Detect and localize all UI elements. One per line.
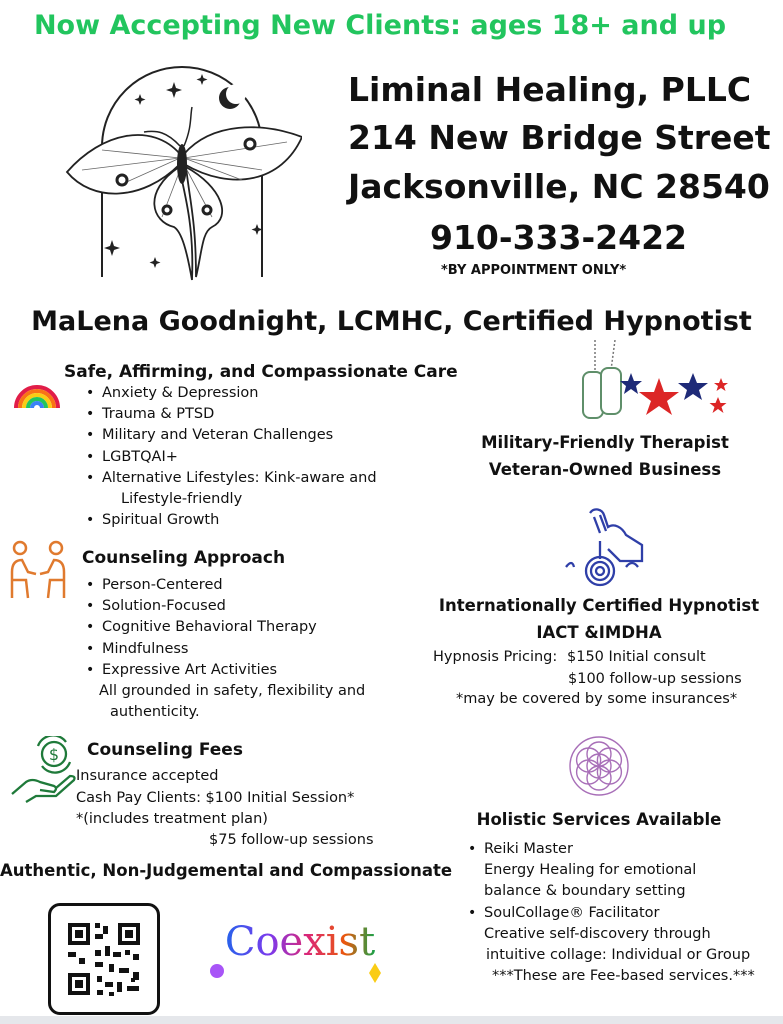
- moth-logo: [62, 52, 302, 282]
- list-item: • Cognitive Behavioral Therapy: [86, 617, 317, 638]
- headline-banner: Now Accepting New Clients: ages 18+ and up: [33, 10, 727, 41]
- coexist-text: Coexist: [224, 919, 376, 965]
- reiki-line1: Energy Healing for emotional: [484, 862, 697, 878]
- list-item: • Military and Veteran Challenges: [86, 425, 377, 446]
- dollar-sign: $: [48, 745, 60, 764]
- hypnosis-line1: Internationally Certified Hypnotist: [438, 596, 760, 615]
- hypnosis-pricing-label: Hypnosis Pricing:: [433, 649, 558, 665]
- practice-name: Liminal Healing, PLLC: [348, 70, 752, 109]
- flower-of-life-icon: [568, 735, 630, 797]
- list-item: • Alternative Lifestyles: Kink-aware and: [86, 468, 377, 489]
- hypnosis-pendulum-icon: [560, 505, 650, 595]
- care-list: [86, 383, 377, 531]
- therapist-name: MaLena Goodnight, LCMHC, Certified Hypnotist: [31, 306, 752, 337]
- list-item: • Spiritual Growth: [86, 510, 377, 531]
- approach-note-line2: authenticity.: [110, 704, 200, 720]
- list-item: • Solution-Focused: [86, 596, 317, 617]
- counseling-people-icon: [6, 538, 70, 602]
- rainbow-icon: [12, 360, 62, 410]
- list-item: • Trauma & PTSD: [86, 404, 377, 425]
- fees-followup: $75 follow-up sessions: [209, 832, 374, 848]
- approach-list: [86, 575, 317, 681]
- appointment-note: *BY APPOINTMENT ONLY*: [441, 263, 627, 278]
- dog-tags-stars-icon: [575, 340, 735, 425]
- practice-street: 214 New Bridge Street: [348, 118, 771, 157]
- fees-treatment: *(includes treatment plan): [76, 811, 268, 827]
- hypnosis-pricing2: $100 follow-up sessions: [568, 671, 742, 687]
- fees-cash: Cash Pay Clients: $100 Initial Session*: [76, 790, 355, 806]
- list-item: • LGBTQAI+: [86, 447, 377, 468]
- list-item: • Person-Centered: [86, 575, 317, 596]
- fee-based-note: ***These are Fee-based services.***: [492, 968, 755, 984]
- qr-code[interactable]: [48, 903, 160, 1015]
- fees-title: Counseling Fees: [87, 740, 243, 760]
- money-hand-icon: [8, 736, 78, 806]
- approach-title: Counseling Approach: [82, 548, 286, 568]
- moon-icon: [219, 84, 246, 109]
- soul-line2: intuitive collage: Individual or Group: [486, 947, 751, 963]
- list-item-continuation: Lifestyle-friendly: [121, 491, 243, 508]
- list-item: • Reiki Master: [468, 839, 573, 860]
- fees-insurance: Insurance accepted: [76, 768, 219, 784]
- list-item: • Expressive Art Activities: [86, 660, 317, 681]
- list-item: • SoulCollage® Facilitator: [468, 903, 660, 924]
- military-line2: Veteran-Owned Business: [488, 460, 722, 479]
- approach-note-line1: All grounded in safety, flexibility and: [99, 683, 366, 699]
- coexist-logo: [205, 913, 395, 993]
- holistic-title: Holistic Services Available: [476, 810, 722, 829]
- hypnosis-line2: IACT &IMDHA: [536, 623, 662, 642]
- holistic-list: [468, 839, 573, 860]
- bottom-strip: [0, 1016, 783, 1024]
- holistic-list-2: [468, 903, 660, 924]
- list-item: • Mindfulness: [86, 639, 317, 660]
- tagline: Authentic, Non-Judgemental and Compassionate: [0, 861, 453, 880]
- list-item: • Anxiety & Depression: [86, 383, 377, 404]
- reiki-line2: balance & boundary setting: [484, 883, 686, 899]
- military-line1: Military-Friendly Therapist: [481, 433, 729, 452]
- soul-line1: Creative self-discovery through: [484, 926, 711, 942]
- hypnosis-pricing1: $150 Initial consult: [567, 649, 706, 665]
- practice-phone[interactable]: 910-333-2422: [430, 218, 688, 257]
- care-title: Safe, Affirming, and Compassionate Care: [64, 362, 458, 382]
- hypnosis-insurance-note: *may be covered by some insurances*: [456, 691, 738, 707]
- moth-illustration: [62, 52, 302, 282]
- practice-city: Jacksonville, NC 28540: [348, 167, 770, 206]
